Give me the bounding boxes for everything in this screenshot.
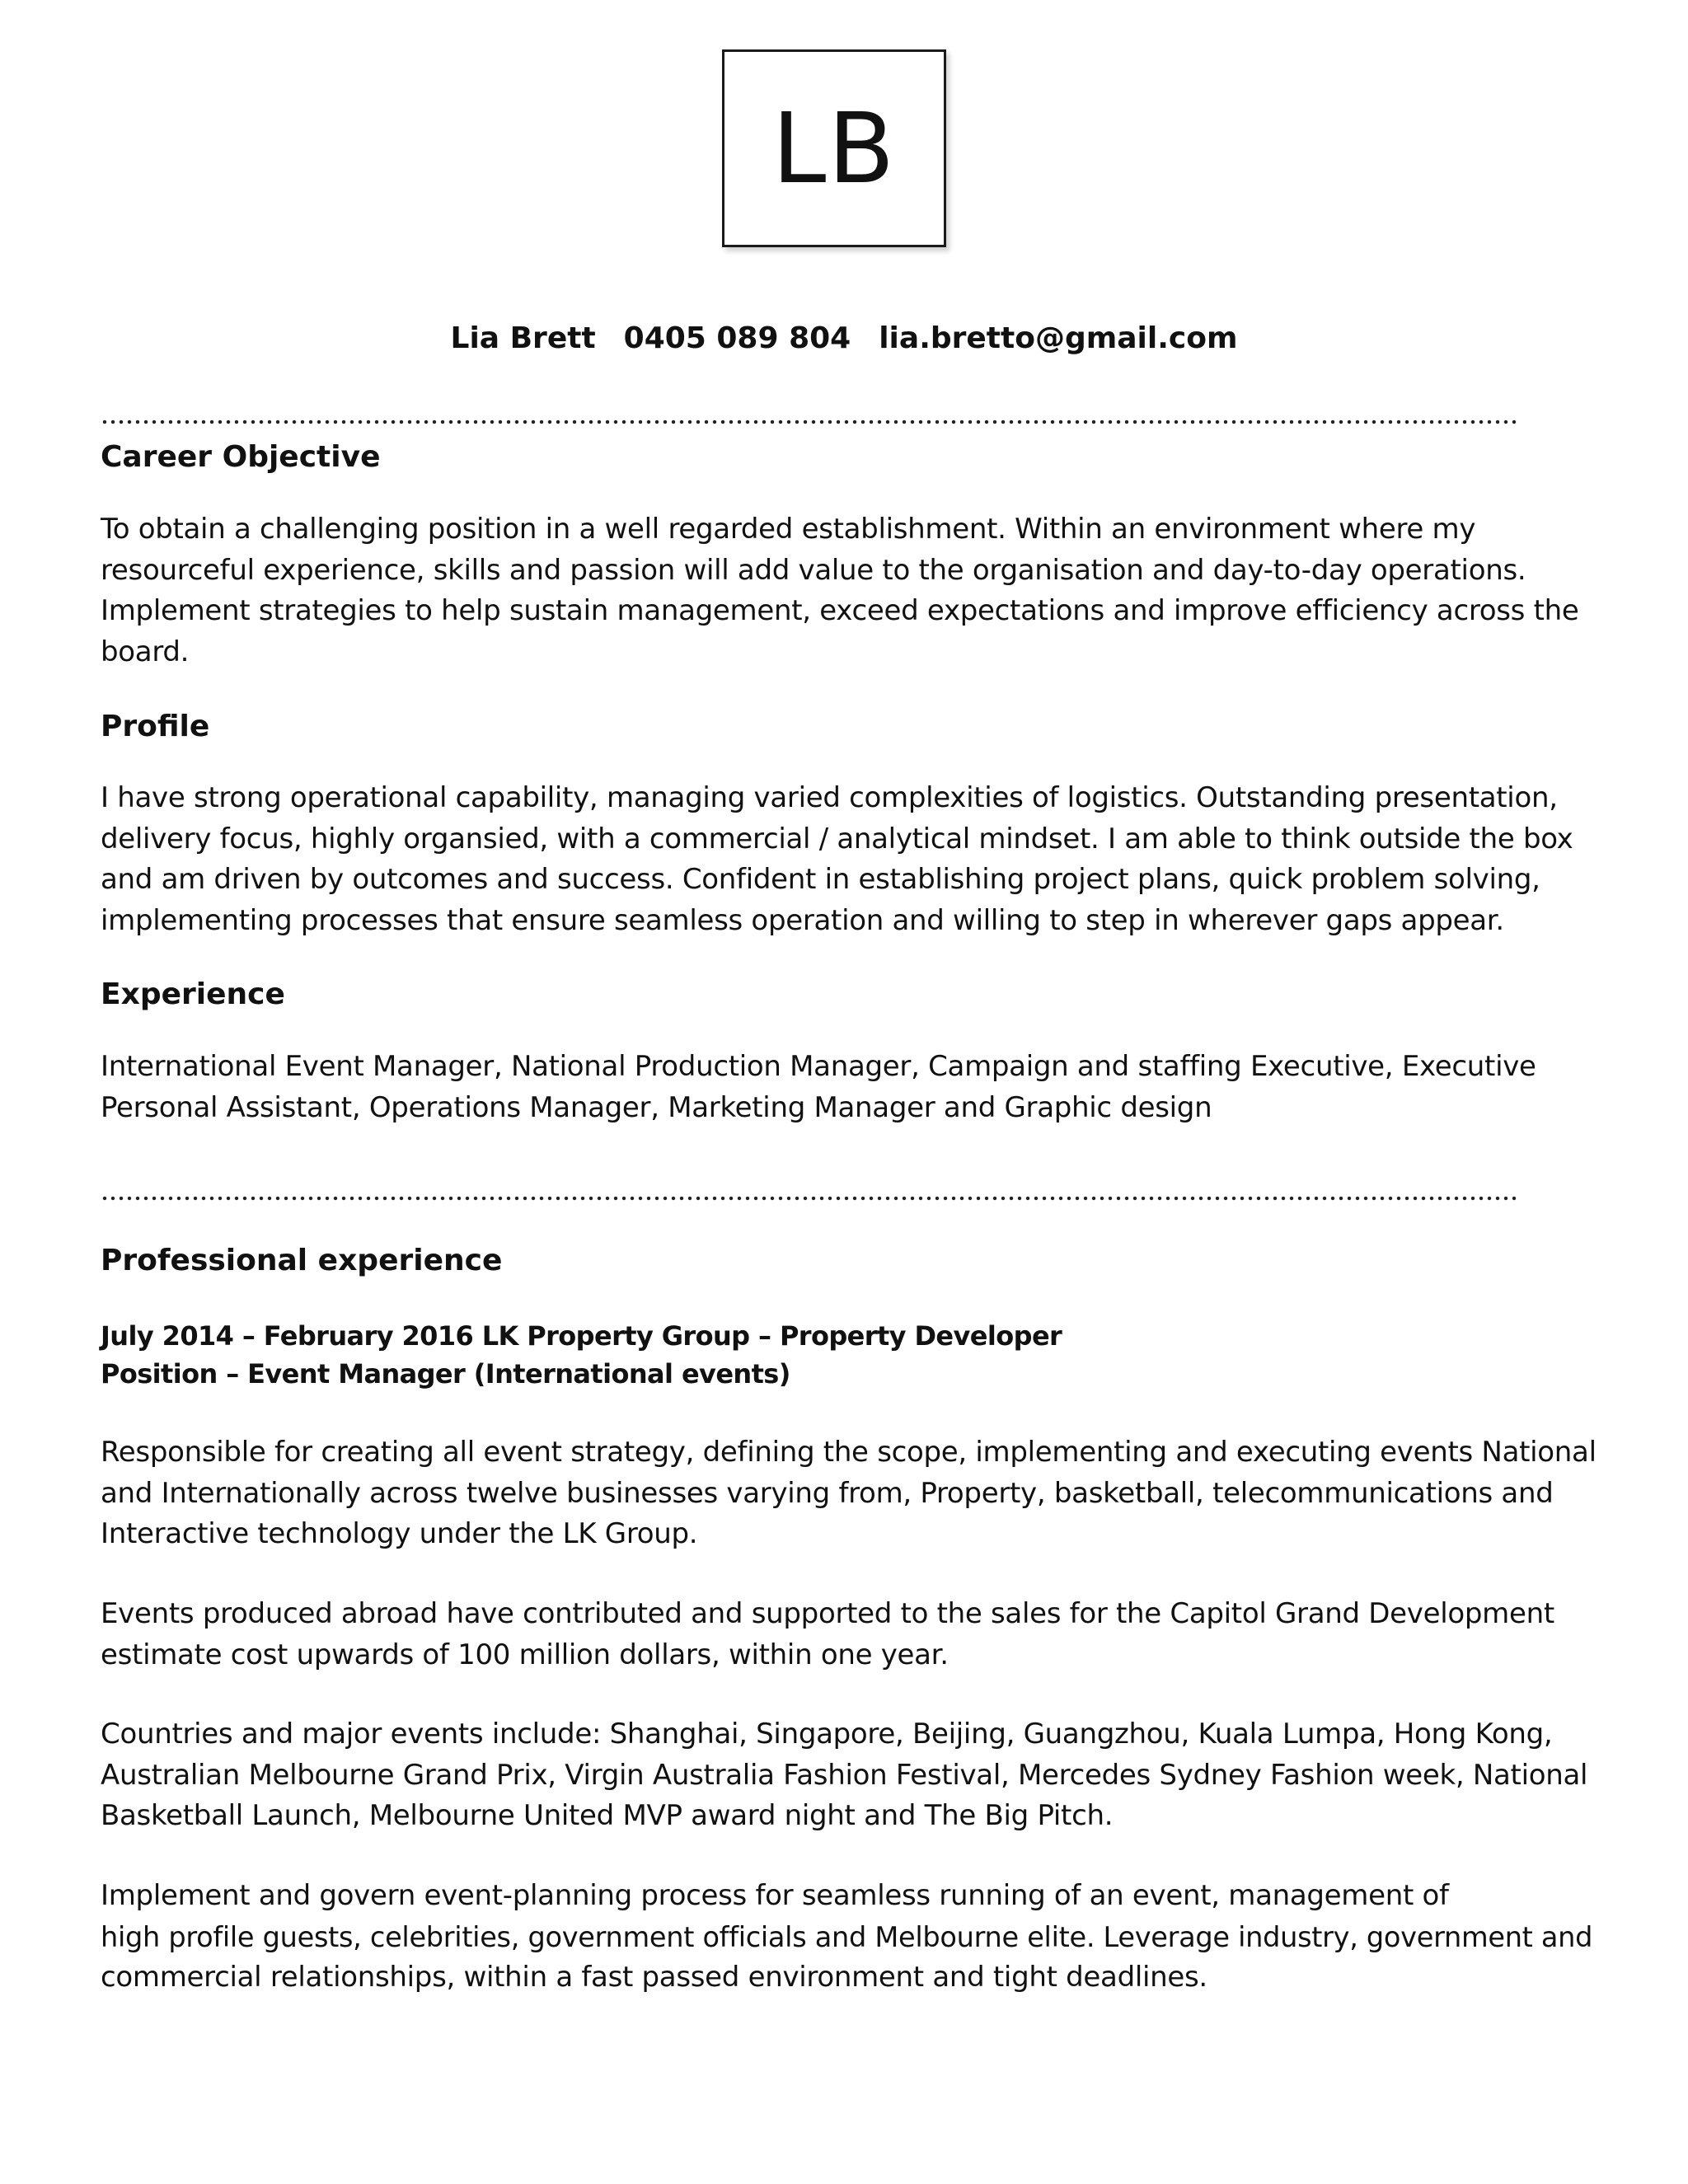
text-line: Basketball Launch, Melbourne United MVP award night and The Big Pitch. bbox=[101, 1799, 1114, 1832]
experience-heading: Experience bbox=[101, 977, 285, 1011]
role-paragraph bbox=[101, 1714, 1601, 1837]
text-line: To obtain a challenging position in a well regarded establishment. Within an environment where my bbox=[101, 513, 1476, 546]
text-line: delivery focus, highly organsied, with a commercial / analytical mindset. I am able to think outside the box bbox=[101, 822, 1573, 855]
experience-text bbox=[101, 1047, 1601, 1128]
text-line: estimate cost upwards of 100 million dollars, within one year. bbox=[101, 1638, 949, 1671]
dotted-divider bbox=[101, 419, 1518, 425]
role-paragraph bbox=[101, 1432, 1601, 1555]
profile-heading: Profile bbox=[101, 710, 210, 743]
role-dates-company: July 2014 – February 2016 LK Property Group – Property Developer bbox=[101, 1320, 1062, 1352]
text-line: board. bbox=[101, 635, 190, 668]
text-line: resourceful experience, skills and passion will add value to the organisation and day-to-day operations. bbox=[101, 553, 1526, 587]
career-objective-heading: Career Objective bbox=[101, 440, 381, 474]
contact-email: lia.bretto@gmail.com bbox=[879, 321, 1238, 355]
dotted-divider bbox=[101, 1195, 1518, 1202]
text-line: Events produced abroad have contributed and supported to the sales for the Capitol Grand Development bbox=[101, 1597, 1554, 1630]
text-line: Personal Assistant, Operations Manager, Marketing Manager and Graphic design bbox=[101, 1090, 1212, 1124]
text-line: implementing processes that ensure seamless operation and willing to step in wherever gaps appear. bbox=[101, 903, 1504, 937]
text-line: commercial relationships, within a fast passed environment and tight deadlines. bbox=[101, 1961, 1207, 1994]
contact-name: Lia Brett bbox=[450, 321, 596, 355]
text-line: I have strong operational capability, managing varied complexities of logistics. Outstanding presentation, bbox=[101, 781, 1558, 814]
monogram-logo: LB bbox=[722, 49, 946, 247]
professional-experience-heading: Professional experience bbox=[101, 1244, 503, 1277]
role-position: Position – Event Manager (International events) bbox=[101, 1358, 790, 1390]
contact-line bbox=[0, 321, 1688, 355]
text-line: International Event Manager, National Production Manager, Campaign and staffing Executive, Executive bbox=[101, 1050, 1536, 1083]
career-objective-text bbox=[101, 509, 1601, 673]
text-line: Australian Melbourne Grand Prix, Virgin Australia Fashion Festival, Mercedes Sydney Fashion week, National bbox=[101, 1758, 1588, 1792]
text-line: Implement strategies to help sustain management, exceed expectations and improve efficiency across the bbox=[101, 594, 1579, 627]
role-paragraph bbox=[101, 1876, 1601, 1999]
profile-text bbox=[101, 778, 1601, 941]
text-line: Interactive technology under the LK Group. bbox=[101, 1517, 698, 1550]
text-line: Countries and major events include: Shanghai, Singapore, Beijing, Guangzhou, Kuala Lumpa, Hong Kong, bbox=[101, 1718, 1553, 1750]
text-line: Responsible for creating all event strategy, defining the scope, implementing and executing events National bbox=[101, 1436, 1597, 1469]
text-line: Implement and govern event-planning process for seamless running of an event, management of bbox=[101, 1879, 1449, 1912]
contact-phone: 0405 089 804 bbox=[623, 321, 851, 355]
text-line: and am driven by outcomes and success. Confident in establishing project plans, quick problem solving, bbox=[101, 863, 1540, 896]
text-line: high profile guests, celebrities, government officials and Melbourne elite. Leverage industry, government and bbox=[101, 1920, 1593, 1953]
role-header bbox=[101, 1317, 1062, 1393]
role-paragraph bbox=[101, 1594, 1601, 1675]
text-line: and Internationally across twelve businesses varying from, Property, basketball, telecommunications and bbox=[101, 1476, 1554, 1510]
